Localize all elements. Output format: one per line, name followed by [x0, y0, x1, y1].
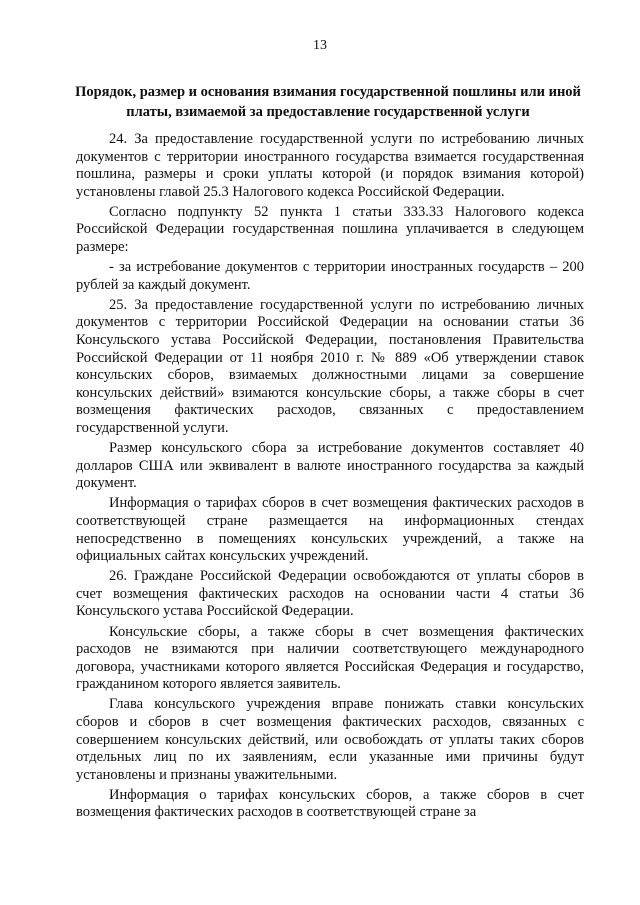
paragraph-fee-item: - за истребование документов с территории иностранных государств – 200 рублей за каждый документ. [76, 259, 584, 293]
paragraph-26: 26. Граждане Российской Федерации освобождаются от уплаты сборов в счет возмещения фактических расходов на основании части 4 статьи 36 Консульского устава Российской Федерации. [76, 568, 584, 620]
paragraph-24: 24. За предоставление государственной услуги по истребованию личных документов с территории иностранного государства взимается государственная пошлина, размеры и сроки уплаты которой (и порядок взимания которой) установлены главой 25.3 Налогового кодекса Российской Федерации. [76, 131, 584, 200]
paragraph-tariff-info: Информация о тарифах сборов в счет возмещения фактических расходов в соответствующей стране размещается на информационных стендах непосредственно в помещениях консульских учреждений, а также на официальных сайтах консульских учреждений. [76, 495, 584, 565]
paragraph-25: 25. За предоставление государственной услуги по истребованию личных документов с территории Российской Федерации на основании статьи 36 Консульского устава Российской Федерации, постановления Правительства Российской Федерации от 11 ноября 2010 г. № 889 «Об утверждении ставок консульских сборов, взимаемых должностными лицами за совершение консульских действий» взимаются консульские сборы, а также сборы в счет возмещения фактических расходов, связанных с предоставлением государственной услуги. [76, 296, 584, 436]
paragraph-consular-fee-size: Размер консульского сбора за истребование документов составляет 40 долларов США или эквивалент в валюте иностранного государства за каждый документ. [76, 440, 584, 492]
paragraph-subclause-52: Согласно подпункту 52 пункта 1 статьи 333.33 Налогового кодекса Российской Федерации государственная пошлина уплачивается в следующем размере: [76, 203, 584, 256]
paragraph-international-treaty: Консульские сборы, а также сборы в счет возмещения фактических расходов не взимаются при наличии соответствующего международного договора, участниками которого является Российская Федерация и государство, гражданином которого является заявитель. [76, 623, 584, 693]
paragraph-head-of-consulate: Глава консульского учреждения вправе понижать ставки консульских сборов и сборов в счет возмещения фактических расходов, связанных с совершением консульских действий, или освобождать от уплаты таких сборов отдельных лиц по их заявлениям, если указанные ими причины будут установлены и признаны уважительными. [76, 696, 584, 783]
document-body [76, 131, 584, 825]
section-heading: Порядок, размер и основания взимания государственной пошлины или иной платы, взимаемой за предоставление государственной услуги [75, 84, 581, 120]
page-number: 13 [313, 38, 327, 53]
paragraph-tariff-info-continued: Информация о тарифах консульских сборов, а также сборов в счет возмещения фактических расходов в соответствующей стране за [76, 786, 584, 821]
